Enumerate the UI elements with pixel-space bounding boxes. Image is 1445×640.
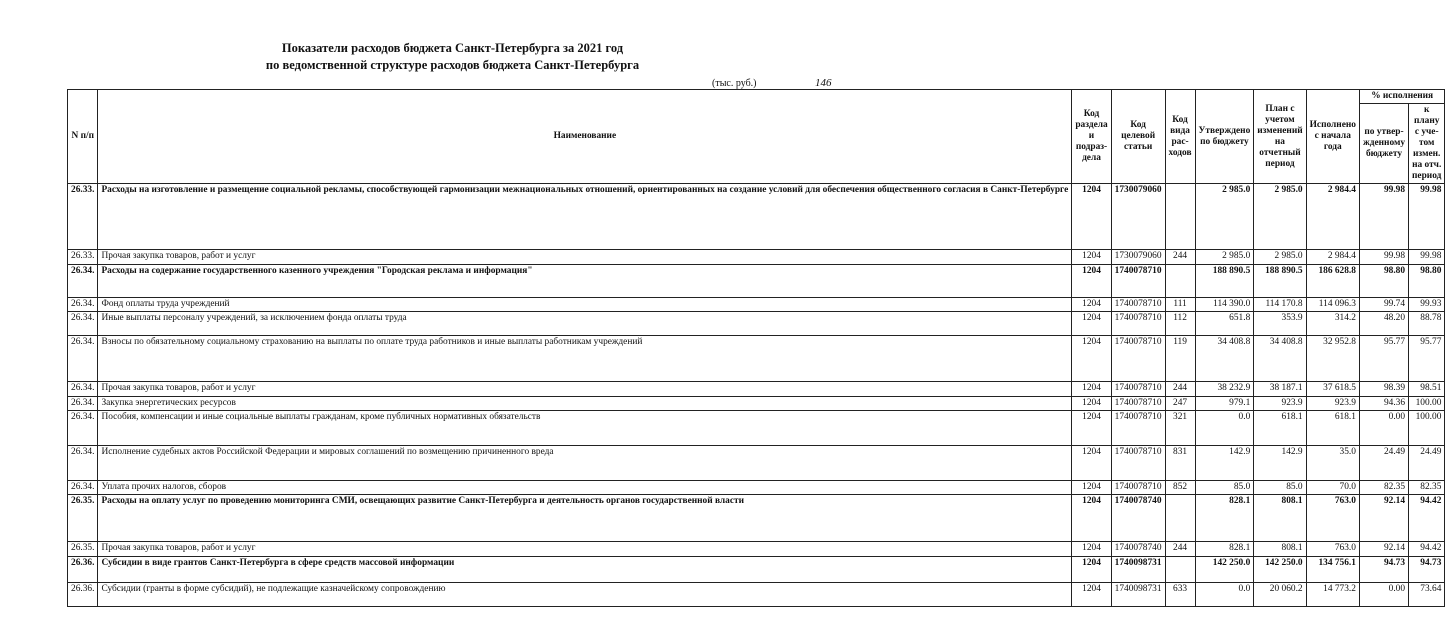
table-row [68, 583, 1445, 607]
cell-plan: 353.9 [1254, 312, 1306, 336]
cell-pct-plan: 100.00 [1409, 411, 1445, 446]
cell-pct-approved: 98.80 [1359, 265, 1408, 298]
cell-executed: 14 773.2 [1306, 583, 1359, 607]
cell-approved: 38 232.9 [1195, 382, 1254, 397]
cell-section-code: 1204 [1072, 542, 1111, 557]
cell-executed: 114 096.3 [1306, 298, 1359, 312]
cell-executed: 923.9 [1306, 397, 1359, 411]
cell-name: Расходы на изготовление и размещение социальной рекламы, способствующей гармонизации межнациональных отношений, ориентированных на создание условий для обеспечения общественного согласия в Санкт-Петербурге [98, 184, 1072, 250]
cell-section-code: 1204 [1072, 557, 1111, 583]
cell-name: Взносы по обязательному социальному страхованию на выплаты по оплате труда работников и иные выплаты работникам учреждений [98, 336, 1072, 382]
cell-name: Субсидии в виде грантов Санкт-Петербурга в сфере средств массовой информации [98, 557, 1072, 583]
table-row [68, 411, 1445, 446]
expenditure-table [67, 89, 1445, 607]
cell-pct-plan: 100.00 [1409, 397, 1445, 411]
cell-num: 26.34. [68, 312, 98, 336]
cell-num: 26.34. [68, 397, 98, 411]
col-header-pct-approved: по утвер- жденному бюджету [1359, 104, 1408, 184]
cell-num: 26.34. [68, 446, 98, 481]
cell-article-code: 1740078710 [1111, 382, 1165, 397]
cell-plan: 808.1 [1254, 542, 1306, 557]
cell-section-code: 1204 [1072, 382, 1111, 397]
col-header-executed: Исполнено с начала года [1306, 90, 1359, 184]
cell-pct-plan: 98.51 [1409, 382, 1445, 397]
cell-name: Иные выплаты персоналу учреждений, за исключением фонда оплаты труда [98, 312, 1072, 336]
cell-approved: 188 890.5 [1195, 265, 1254, 298]
cell-name: Прочая закупка товаров, работ и услуг [98, 382, 1072, 397]
cell-approved: 142.9 [1195, 446, 1254, 481]
table-row [68, 312, 1445, 336]
cell-section-code: 1204 [1072, 411, 1111, 446]
cell-num: 26.34. [68, 336, 98, 382]
table-row [68, 397, 1445, 411]
cell-approved: 85.0 [1195, 481, 1254, 495]
cell-executed: 763.0 [1306, 542, 1359, 557]
cell-num: 26.34. [68, 411, 98, 446]
cell-plan: 923.9 [1254, 397, 1306, 411]
cell-executed: 186 628.8 [1306, 265, 1359, 298]
cell-executed: 618.1 [1306, 411, 1359, 446]
cell-type-code: 831 [1165, 446, 1195, 481]
cell-type-code: 244 [1165, 250, 1195, 265]
cell-plan: 188 890.5 [1254, 265, 1306, 298]
col-header-type: Код вида рас- ходов [1165, 90, 1195, 184]
cell-executed: 2 984.4 [1306, 250, 1359, 265]
cell-approved: 2 985.0 [1195, 250, 1254, 265]
cell-executed: 37 618.5 [1306, 382, 1359, 397]
cell-article-code: 1740078740 [1111, 495, 1165, 542]
cell-type-code: 244 [1165, 382, 1195, 397]
cell-plan: 808.1 [1254, 495, 1306, 542]
cell-num: 26.34. [68, 382, 98, 397]
cell-name: Закупка энергетических ресурсов [98, 397, 1072, 411]
cell-article-code: 1730079060 [1111, 250, 1165, 265]
col-header-name: Наименование [98, 90, 1072, 184]
cell-approved: 828.1 [1195, 495, 1254, 542]
cell-section-code: 1204 [1072, 446, 1111, 481]
cell-section-code: 1204 [1072, 184, 1111, 250]
cell-pct-approved: 82.35 [1359, 481, 1408, 495]
cell-executed: 70.0 [1306, 481, 1359, 495]
col-header-num: N п/п [68, 90, 98, 184]
cell-pct-approved: 94.73 [1359, 557, 1408, 583]
cell-plan: 618.1 [1254, 411, 1306, 446]
table-row [68, 495, 1445, 542]
col-header-section: Код раздела и подраз- дела [1072, 90, 1111, 184]
cell-executed: 35.0 [1306, 446, 1359, 481]
cell-num: 26.34. [68, 481, 98, 495]
table-row [68, 336, 1445, 382]
cell-section-code: 1204 [1072, 495, 1111, 542]
cell-article-code: 1740078740 [1111, 542, 1165, 557]
cell-article-code: 1740078710 [1111, 411, 1165, 446]
col-header-pct-plan: к плану с уче- том измен. на отч. период [1409, 104, 1445, 184]
cell-type-code: 112 [1165, 312, 1195, 336]
cell-type-code [1165, 184, 1195, 250]
cell-type-code: 321 [1165, 411, 1195, 446]
cell-type-code [1165, 557, 1195, 583]
col-header-plan: План с учетом изменений на отчетный период [1254, 90, 1306, 184]
cell-num: 26.33. [68, 250, 98, 265]
col-header-approved: Утверждено по бюджету [1195, 90, 1254, 184]
cell-pct-approved: 99.74 [1359, 298, 1408, 312]
cell-type-code: 244 [1165, 542, 1195, 557]
cell-article-code: 1740078710 [1111, 336, 1165, 382]
cell-num: 26.36. [68, 583, 98, 607]
cell-approved: 142 250.0 [1195, 557, 1254, 583]
cell-section-code: 1204 [1072, 336, 1111, 382]
table-row [68, 298, 1445, 312]
cell-name: Субсидии (гранты в форме субсидий), не подлежащие казначейскому сопровождению [98, 583, 1072, 607]
cell-pct-approved: 0.00 [1359, 411, 1408, 446]
units-label: (тыс. руб.) [712, 78, 757, 89]
cell-num: 26.35. [68, 542, 98, 557]
cell-article-code: 1740078710 [1111, 298, 1165, 312]
table-row [68, 542, 1445, 557]
table-row [68, 382, 1445, 397]
table-row [68, 557, 1445, 583]
table-row [68, 184, 1445, 250]
cell-executed: 134 756.1 [1306, 557, 1359, 583]
cell-article-code: 1740078710 [1111, 265, 1165, 298]
cell-article-code: 1740078710 [1111, 446, 1165, 481]
cell-article-code: 1740078710 [1111, 481, 1165, 495]
cell-pct-plan: 95.77 [1409, 336, 1445, 382]
cell-pct-approved: 99.98 [1359, 250, 1408, 265]
cell-name: Прочая закупка товаров, работ и услуг [98, 542, 1072, 557]
cell-section-code: 1204 [1072, 265, 1111, 298]
cell-pct-plan: 99.98 [1409, 250, 1445, 265]
cell-section-code: 1204 [1072, 250, 1111, 265]
cell-plan: 20 060.2 [1254, 583, 1306, 607]
cell-pct-approved: 48.20 [1359, 312, 1408, 336]
cell-name: Расходы на оплату услуг по проведению мониторинга СМИ, освещающих развитие Санкт-Петербурга и деятельность органов государственной власти [98, 495, 1072, 542]
cell-pct-approved: 98.39 [1359, 382, 1408, 397]
cell-type-code: 119 [1165, 336, 1195, 382]
cell-article-code: 1740078710 [1111, 397, 1165, 411]
cell-plan: 114 170.8 [1254, 298, 1306, 312]
cell-section-code: 1204 [1072, 397, 1111, 411]
col-header-article: Код целевой статьи [1111, 90, 1165, 184]
cell-article-code: 1740098731 [1111, 557, 1165, 583]
cell-approved: 979.1 [1195, 397, 1254, 411]
table-row [68, 446, 1445, 481]
cell-plan: 38 187.1 [1254, 382, 1306, 397]
cell-section-code: 1204 [1072, 312, 1111, 336]
cell-name: Расходы на содержание государственного казенного учреждения "Городская реклама и информация" [98, 265, 1072, 298]
cell-pct-plan: 94.42 [1409, 495, 1445, 542]
cell-pct-plan: 73.64 [1409, 583, 1445, 607]
cell-num: 26.36. [68, 557, 98, 583]
cell-plan: 142 250.0 [1254, 557, 1306, 583]
table-row [68, 265, 1445, 298]
cell-pct-plan: 94.73 [1409, 557, 1445, 583]
cell-name: Прочая закупка товаров, работ и услуг [98, 250, 1072, 265]
cell-approved: 0.0 [1195, 583, 1254, 607]
cell-pct-approved: 94.36 [1359, 397, 1408, 411]
cell-plan: 2 985.0 [1254, 250, 1306, 265]
cell-pct-approved: 92.14 [1359, 542, 1408, 557]
cell-approved: 34 408.8 [1195, 336, 1254, 382]
table-row [68, 250, 1445, 265]
cell-article-code: 1730079060 [1111, 184, 1165, 250]
cell-pct-approved: 99.98 [1359, 184, 1408, 250]
cell-pct-approved: 95.77 [1359, 336, 1408, 382]
cell-type-code: 111 [1165, 298, 1195, 312]
cell-executed: 32 952.8 [1306, 336, 1359, 382]
cell-approved: 0.0 [1195, 411, 1254, 446]
cell-section-code: 1204 [1072, 298, 1111, 312]
report-title-line-2: по ведомственной структуре расходов бюджета Санкт-Петербурга [265, 58, 640, 72]
page-number: 146 [815, 77, 832, 89]
cell-approved: 2 985.0 [1195, 184, 1254, 250]
cell-pct-plan: 94.42 [1409, 542, 1445, 557]
cell-plan: 85.0 [1254, 481, 1306, 495]
cell-name: Пособия, компенсации и иные социальные выплаты гражданам, кроме публичных нормативных обязательств [98, 411, 1072, 446]
cell-executed: 763.0 [1306, 495, 1359, 542]
cell-section-code: 1204 [1072, 481, 1111, 495]
cell-type-code [1165, 265, 1195, 298]
cell-num: 26.33. [68, 184, 98, 250]
cell-pct-approved: 24.49 [1359, 446, 1408, 481]
cell-approved: 828.1 [1195, 542, 1254, 557]
table-row [68, 481, 1445, 495]
cell-type-code: 633 [1165, 583, 1195, 607]
cell-executed: 314.2 [1306, 312, 1359, 336]
cell-num: 26.34. [68, 298, 98, 312]
cell-name: Уплата прочих налогов, сборов [98, 481, 1072, 495]
cell-article-code: 1740098731 [1111, 583, 1165, 607]
cell-name: Фонд оплаты труда учреждений [98, 298, 1072, 312]
cell-pct-plan: 88.78 [1409, 312, 1445, 336]
cell-plan: 2 985.0 [1254, 184, 1306, 250]
cell-pct-approved: 92.14 [1359, 495, 1408, 542]
cell-pct-plan: 99.93 [1409, 298, 1445, 312]
cell-type-code [1165, 495, 1195, 542]
cell-type-code: 852 [1165, 481, 1195, 495]
cell-article-code: 1740078710 [1111, 312, 1165, 336]
cell-approved: 651.8 [1195, 312, 1254, 336]
col-header-pct-group: % исполнения [1359, 90, 1444, 104]
cell-section-code: 1204 [1072, 583, 1111, 607]
cell-plan: 142.9 [1254, 446, 1306, 481]
cell-type-code: 247 [1165, 397, 1195, 411]
cell-name: Исполнение судебных актов Российской Федерации и мировых соглашений по возмещению причиненного вреда [98, 446, 1072, 481]
cell-pct-plan: 82.35 [1409, 481, 1445, 495]
cell-pct-approved: 0.00 [1359, 583, 1408, 607]
cell-pct-plan: 98.80 [1409, 265, 1445, 298]
cell-num: 26.35. [68, 495, 98, 542]
cell-num: 26.34. [68, 265, 98, 298]
cell-pct-plan: 24.49 [1409, 446, 1445, 481]
report-title-line-1: Показатели расходов бюджета Санкт-Петербурга за 2021 год [281, 41, 624, 55]
table-body [68, 184, 1445, 607]
cell-executed: 2 984.4 [1306, 184, 1359, 250]
cell-plan: 34 408.8 [1254, 336, 1306, 382]
cell-approved: 114 390.0 [1195, 298, 1254, 312]
cell-pct-plan: 99.98 [1409, 184, 1445, 250]
